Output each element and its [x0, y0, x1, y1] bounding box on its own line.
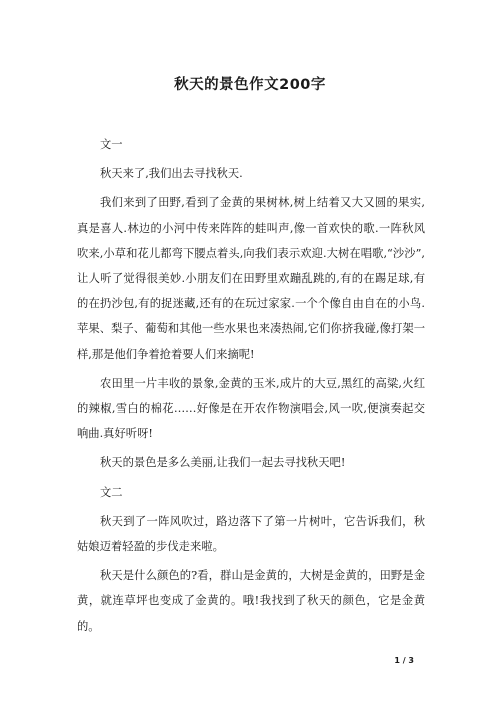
- paragraph: 秋天到了一阵风吹过，路边落下了第一片树叶，它告诉我们，秋姑娘迈着轻盈的步伐走来啦。: [77, 514, 425, 554]
- document-body: [77, 132, 425, 643]
- paragraph: 秋天来了,我们出去寻找秋天.: [100, 167, 243, 181]
- paragraph: 秋天是什么颜色的?看，群山是金黄的，大树是金黄的，田野是金黄，就连草坪也变成了金黄的。哦!我找到了秋天的颜色，它是金黄的。: [77, 569, 425, 633]
- section-heading-1: 文一: [100, 138, 123, 151]
- section-heading-2: 文二: [100, 485, 123, 499]
- paragraph: 我们来到了田野,看到了金黄的果树林,树上结着又大又圆的果实,真是喜人.林边的小河中传来阵阵的蛙叫声,像一首欢快的歌.一阵秋风吹来,小草和花儿都弯下腰点着头,向我们表示欢迎.大树在唱歌,“沙沙”,让人听了觉得很美妙.小朋友们在田野里欢蹦乱跳的,有的在踢足球,有的在扔沙包,有的捉迷藏,还有的在玩过家家.一个个像自由自在的小鸟.苹果、梨子、葡萄和其他一些水果也来凑热闹,它们你挤我碰,像打架一样,那是他们争着抢着要人们来摘呢!: [77, 196, 425, 361]
- document-title: 秋天的景色作文200字: [174, 77, 326, 93]
- paragraph: 农田里一片丰收的景象,金黄的玉米,成片的大豆,黑红的高粱,火红的辣椒,雪白的棉花……好像是在开农作物演唱会,风一吹,便演奏起交响曲.真好听呀!: [77, 376, 425, 441]
- paragraph: 秋天的景色是多么美丽,让我们一起去寻找秋天吧!: [100, 456, 346, 470]
- page-number: 1 / 3: [394, 656, 414, 665]
